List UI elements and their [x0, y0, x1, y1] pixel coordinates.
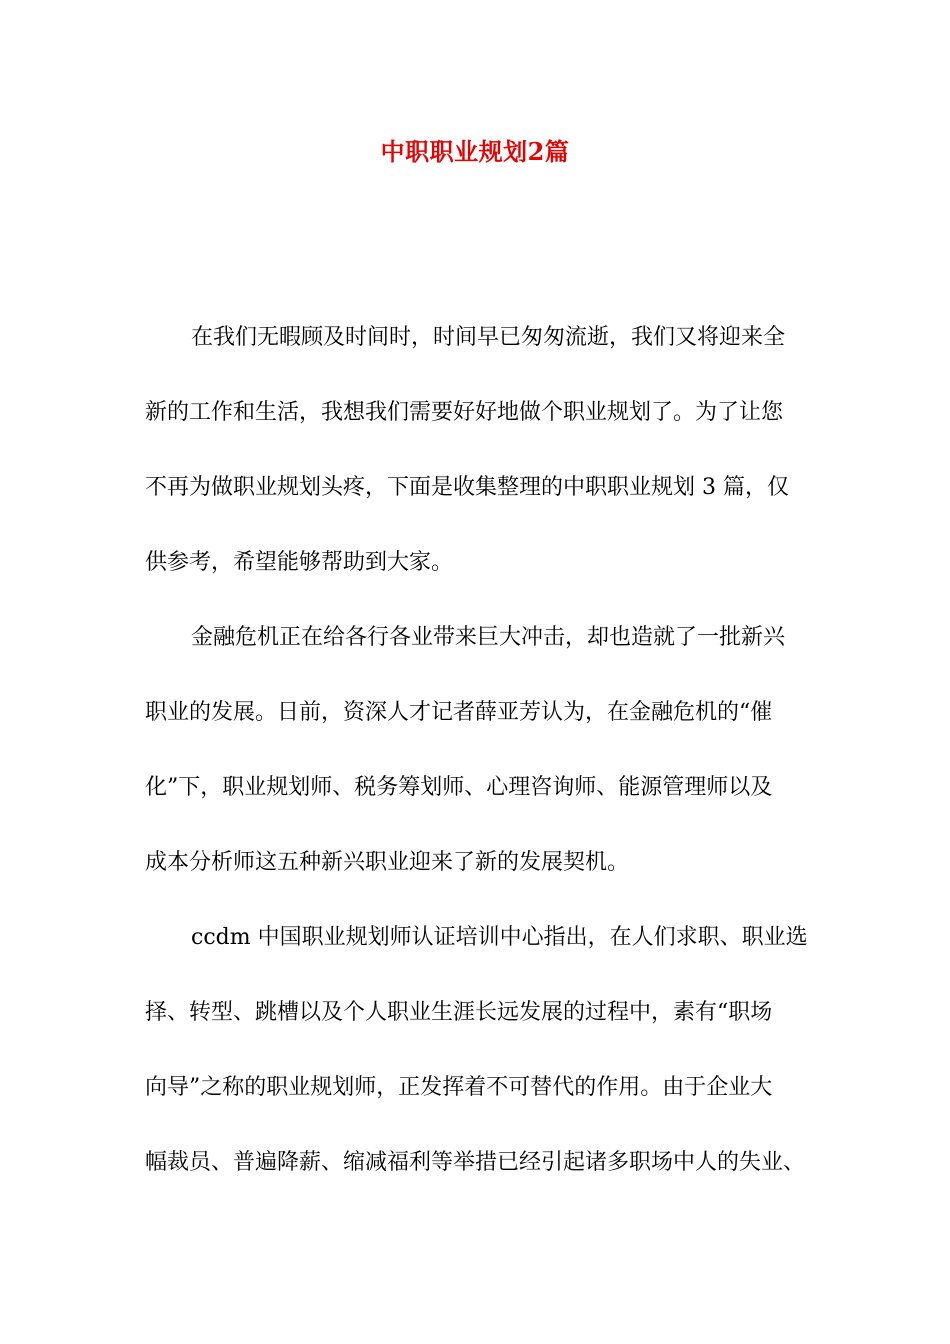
paragraph-3-line-2: 择、转型、跳槽以及个人职业生涯长远发展的过程中，素有“职场 — [145, 1000, 773, 1025]
paragraph-1-line-4: 供参考，希望能够帮助到大家。 — [145, 550, 454, 575]
paragraph-3-line-3: 向导”之称的职业规划师，正发挥着不可替代的作用。由于企业大 — [145, 1075, 773, 1100]
paragraph-2-line-3: 化”下，职业规划师、税务筹划师、心理咨询师、能源管理师以及 — [145, 775, 773, 800]
paragraph-1-line-2: 新的工作和生活，我想我们需要好好地做个职业规划了。为了让您 — [145, 400, 784, 425]
paragraph-1-line-1: 在我们无暇顾及时间时，时间早已匆匆流逝，我们又将迎来全 — [191, 325, 786, 350]
paragraph-2-line-1: 金融危机正在给各行各业带来巨大冲击，却也造就了一批新兴 — [191, 625, 786, 650]
paragraph-3-line-1: ccdm 中国职业规划师认证培训中心指出，在人们求职、职业选 — [191, 925, 808, 950]
paragraph-2-line-2: 职业的发展。日前，资深人才记者薛亚芳认为，在金融危机的“催 — [145, 700, 773, 725]
document-title: 中职职业规划2篇 — [380, 137, 570, 166]
paragraph-3-line-4: 幅裁员、普遍降薪、缩减福利等举措已经引起诸多职场中人的失业、 — [145, 1150, 806, 1175]
paragraph-2-line-4: 成本分析师这五种新兴职业迎来了新的发展契机。 — [145, 850, 630, 875]
paragraph-1-line-3: 不再为做职业规划头疼，下面是收集整理的中职职业规划 3 篇，仅 — [145, 475, 789, 500]
